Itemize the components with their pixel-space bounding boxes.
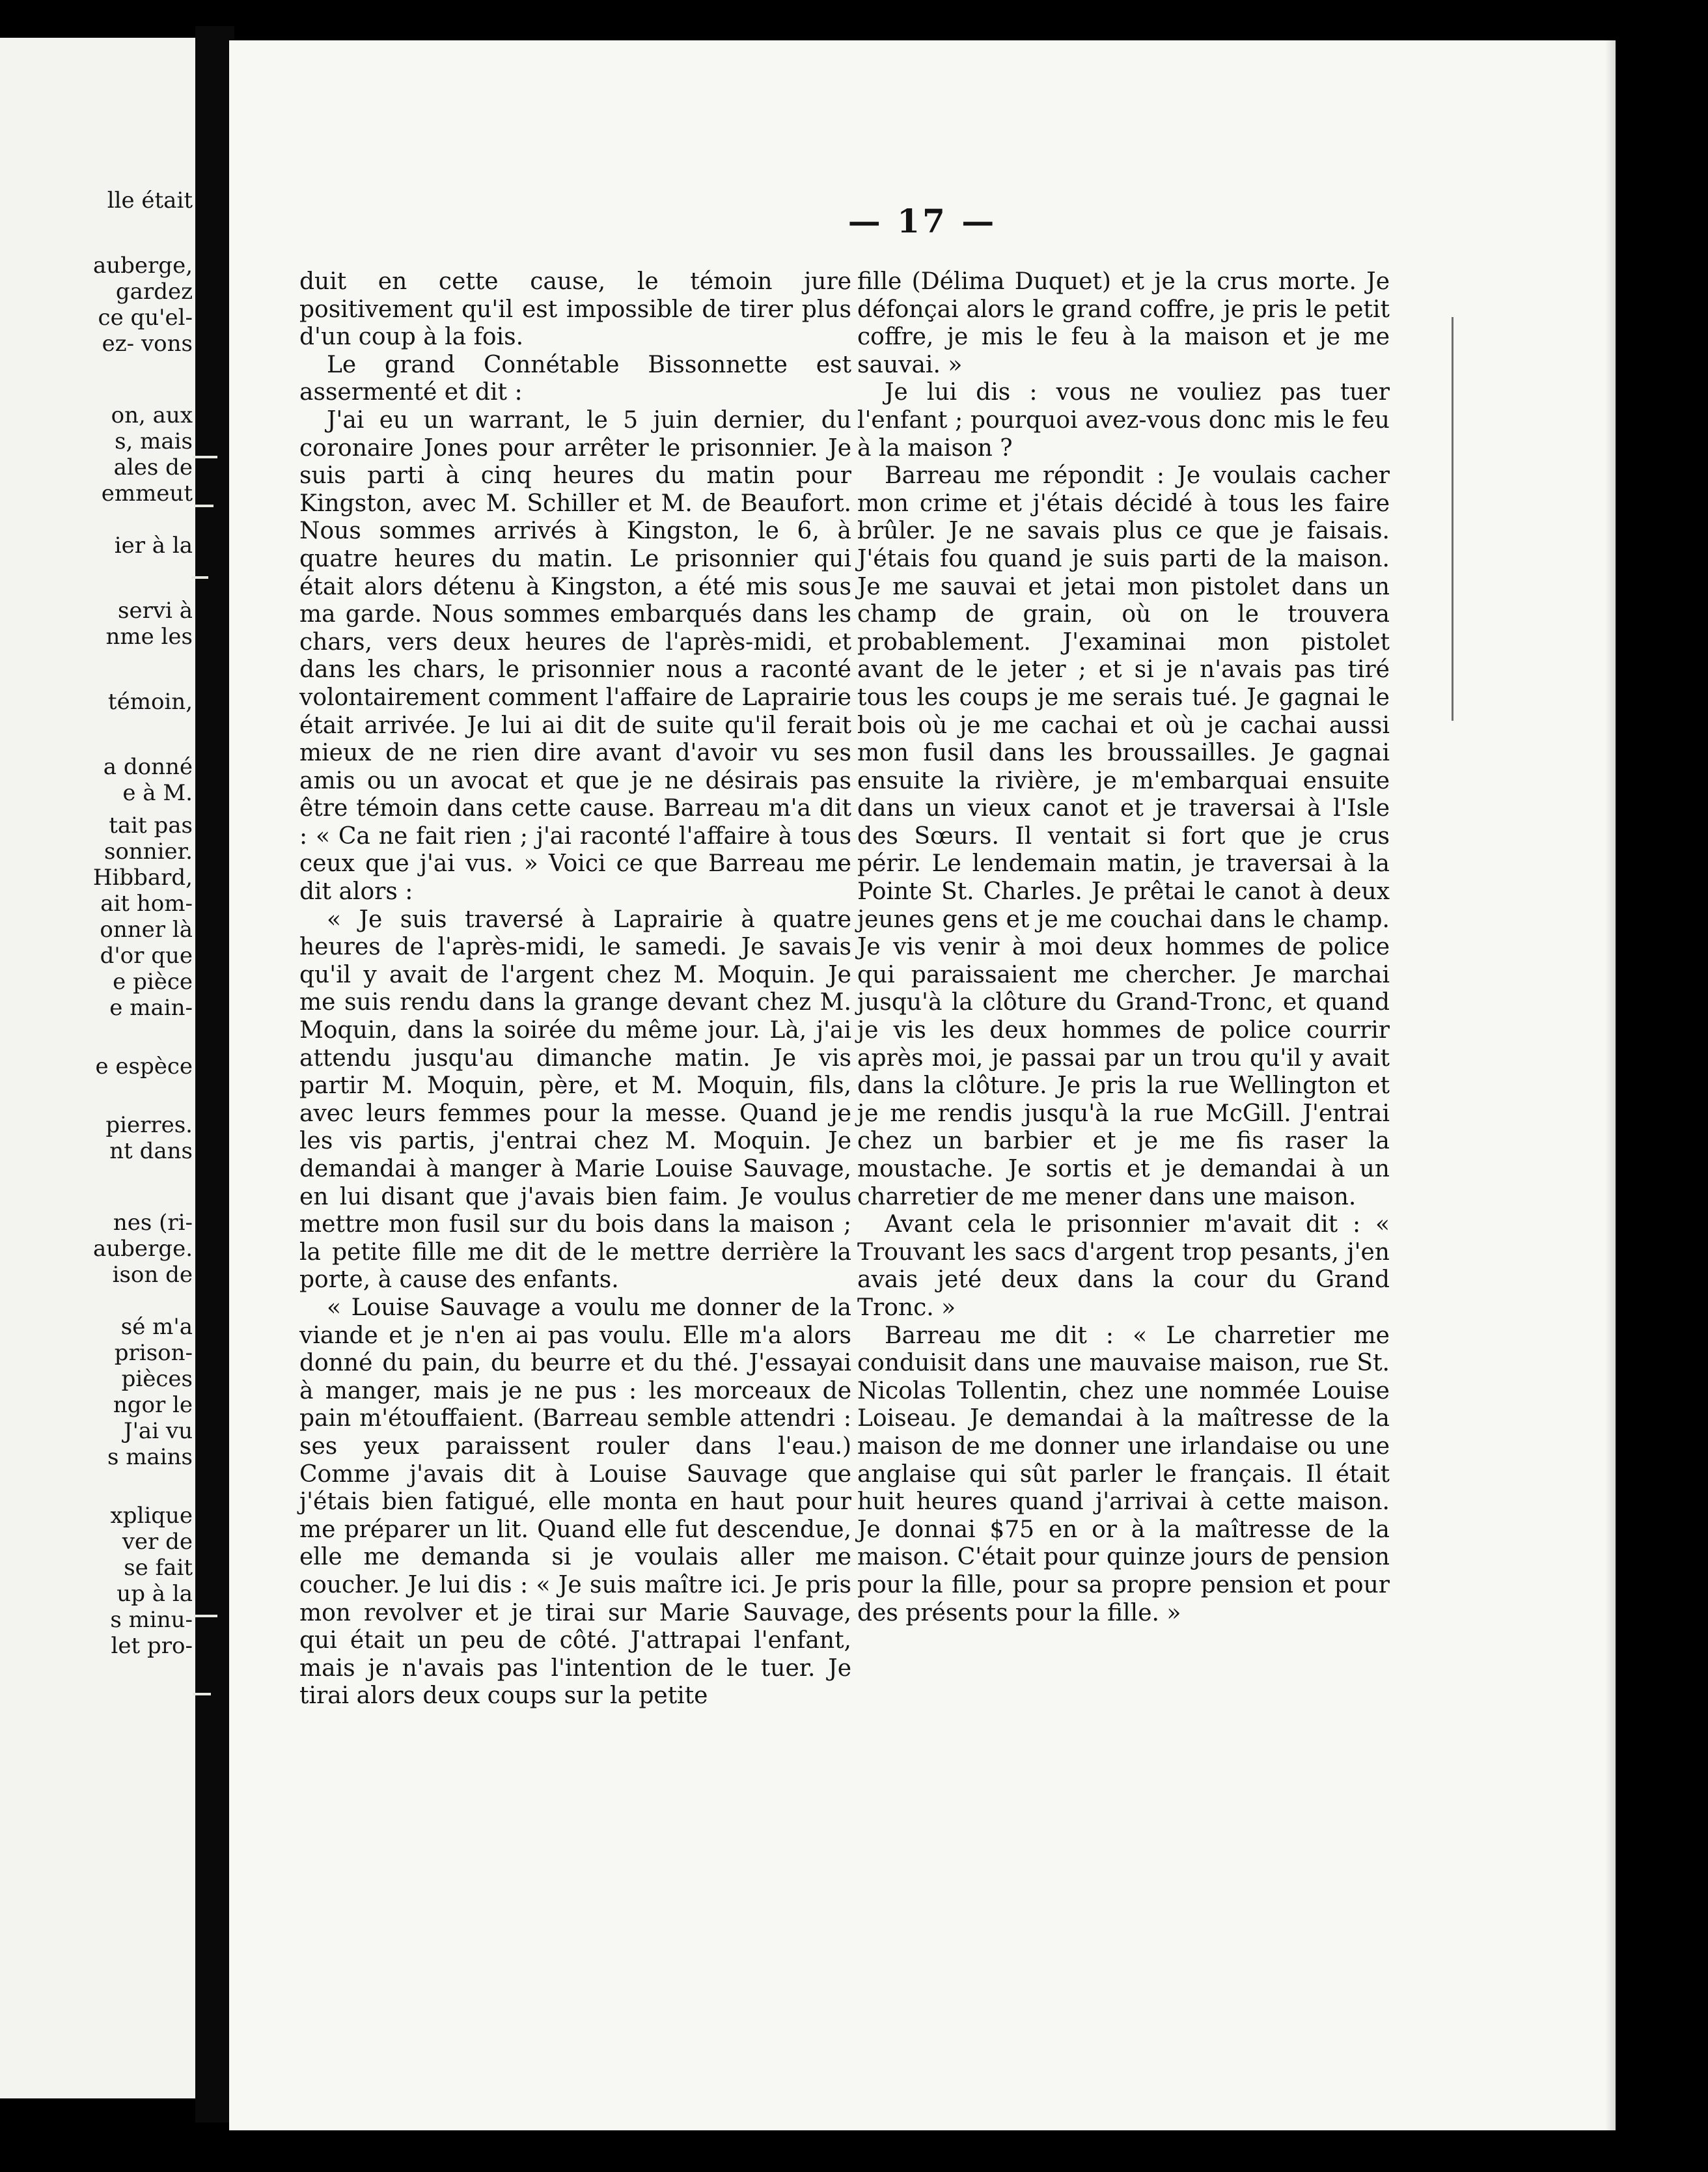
left-page-text-fragment: ngor le xyxy=(113,1392,193,1418)
left-page-text-fragment: d'or que xyxy=(100,943,193,969)
left-column xyxy=(299,268,851,1710)
left-page-text-fragment: témoin, xyxy=(107,689,193,715)
left-page-text-fragment: xplique xyxy=(110,1503,193,1529)
left-page-text-fragment: s mains xyxy=(107,1444,193,1470)
left-page-text-fragment: s, mais xyxy=(115,428,193,454)
paragraph: Je lui dis : vous ne vouliez pas tuer l'enfant ; pourquoi avez-vous donc mis le feu à la maison ? xyxy=(857,379,1390,462)
left-page-text-fragment: se fait xyxy=(124,1555,193,1581)
left-page-text-fragment: prison- xyxy=(114,1340,193,1366)
paragraph: J'ai eu un warrant, le 5 juin dernier, du coronaire Jones pour arrêter le prisonnier. Je suis parti à cinq heures du matin pour Kingston, avec M. Schiller et M. de Beaufort. Nous sommes arrivés à Kingston, le 6, à quatre heures du matin. Le prisonnier qui était alors détenu à Kingston, a été mis sous ma garde. Nous sommes embarqués dans les chars, vers deux heures de l'après-midi, et dans les chars, le prisonnier nous a raconté volontairement comment l'affaire de Laprairie était arrivée. Je lui ai dit de suite qu'il ferait mieux de ne rien dire avant d'avoir vu ses amis ou un avocat et que je ne désirais pas être témoin dans cette cause. Barreau m'a dit : « Ca ne fait rien ; j'ai raconté l'affaire à tous ceux que j'ai vus. » Voici ce que Barreau me dit alors : xyxy=(299,406,851,906)
left-page-text-fragment: ier à la xyxy=(114,533,193,559)
paragraph: fille (Délima Duquet) et je la crus morte. Je défonçai alors le grand coffre, je pris le petit coffre, je mis le feu à la maison et je me sauvai. » xyxy=(857,268,1390,378)
binding-thread xyxy=(193,456,217,458)
binding-thread xyxy=(194,1615,217,1617)
paragraph: duit en cette cause, le témoin jure positivement qu'il est impossible de tirer plus d'un coup à la fois. xyxy=(299,268,851,351)
left-page-text-fragment: e à M. xyxy=(122,780,193,806)
left-page-text-fragment: emmeut xyxy=(101,480,193,507)
left-page-text-fragment: nt dans xyxy=(109,1138,193,1164)
document-page xyxy=(229,40,1616,2130)
paragraph: Barreau me dit : « Le charretier me conduisit dans une mauvaise maison, rue St. Nicolas Tollentin, chez une nommée Louise Loiseau. Je demandai à la maîtresse de la maison de me donner une irlandaise ou une anglaise qui sût parler le français. Il était huit heures quand j'arrivai à cette maison. Je donnai $75 en or à la maîtresse de la maison. C'était pour quinze jours de pension pour la fille, pour sa propre pension et pour des présents pour la fille. » xyxy=(857,1322,1390,1626)
left-page-text-fragment: sé m'a xyxy=(120,1314,193,1340)
paragraph: Barreau me répondit : Je voulais cacher mon crime et j'étais décidé à tous les faire brûler. Je ne savais plus ce que je faisais. J'étais fou quand je suis parti de la maison. Je me sauvai et jetai mon pistolet dans un champ de grain, où on le trouvera probablement. J'examinai mon pistolet avant de le jeter ; et si je n'avais pas tiré tous les coups je me serais tué. Je gagnai le bois où je me cachai et où je cachai aussi mon fusil dans les broussailles. Je gagnai ensuite la rivière, je m'embarquai ensuite dans un vieux canot et je traversai à l'Isle des Sœurs. Il ventait si fort que je crus périr. Le lendemain matin, je traversai à la Pointe St. Charles. Je prêtai le canot à deux jeunes gens et je me couchai dans le champ. Je vis venir à moi deux hommes de police qui paraissaient me chercher. Je marchai jusqu'à la clôture du Grand-Tronc, et quand je vis les deux hommes de police courrir après moi, je passai par un trou qu'il y avait dans la clôture. Je pris la rue Wellington et je me rendis jusqu'à la rue McGill. J'entrai chez un barbier et je me fis raser la moustache. Je sortis et je demandai à un charretier de me mener dans une maison. xyxy=(857,462,1390,1210)
paragraph: Le grand Connétable Bissonnette est assermenté et dit : xyxy=(299,351,851,406)
binding-thread xyxy=(191,576,208,579)
left-page-text-fragment: lle était xyxy=(107,188,193,214)
left-page-text-fragment: s minu- xyxy=(110,1607,193,1633)
left-page-text-fragment: nme les xyxy=(105,624,193,650)
left-page-text-fragment: on, aux xyxy=(111,402,193,428)
left-page-text-fragment: ce qu'el- xyxy=(98,305,193,331)
left-page-text-fragment: ver de xyxy=(122,1529,193,1555)
paragraph: Avant cela le prisonnier m'avait dit : « Trouvant les sacs d'argent trop pesants, j'en avais jeté deux dans la cour du Grand Tronc. » xyxy=(857,1211,1390,1321)
margin-rule xyxy=(1452,317,1453,721)
page-number: — 17 — xyxy=(847,202,997,240)
left-page-text-fragment: gardez xyxy=(115,279,193,305)
left-page-text-fragment: servi à xyxy=(118,598,193,624)
left-page-text-fragment: J'ai vu xyxy=(123,1418,193,1444)
binding-thread xyxy=(193,1693,211,1695)
left-page-text-fragment: pièces xyxy=(121,1366,193,1392)
left-page-text-fragment: e main- xyxy=(109,995,193,1021)
left-page-text-fragment: ait hom- xyxy=(100,891,193,917)
left-page-text-fragment: ales de xyxy=(113,454,193,480)
left-page-text-fragment: a donné xyxy=(103,754,193,780)
left-page-text-fragment: ison de xyxy=(112,1262,193,1288)
paragraph: « Louise Sauvage a voulu me donner de la viande et je n'en ai pas voulu. Elle m'a alors donné du pain, du beurre et du thé. J'essayai à manger, mais je ne pus : les morceaux de pain m'étouffaient. (Barreau semble attendri : ses yeux paraissent rouler dans l'eau.) Comme j'avais dit à Louise Sauvage que j'étais bien fatigué, elle monta en haut pour me préparer un lit. Quand elle fut descendue, elle me demanda si je voulais aller me coucher. Je lui dis : « Je suis maître ici. Je pris mon revolver et je tirai sur Marie Sauvage, qui était un peu de côté. J'attrapai l'enfant, mais je n'avais pas l'intention de le tuer. Je tirai alors deux coups sur la petite xyxy=(299,1294,851,1710)
left-page-text-fragment: e pièce xyxy=(113,969,193,995)
binding-gutter xyxy=(195,26,234,2123)
left-page-text-fragment: ez- vons xyxy=(102,331,193,357)
paragraph: « Je suis traversé à Laprairie à quatre heures de l'après-midi, le samedi. Je savais qu'il y avait de l'argent chez M. Moquin. Je me suis rendu dans la grange devant chez M. Moquin, dans la soirée du même jour. Là, j'ai attendu jusqu'au dimanche matin. Je vis partir M. Moquin, père, et M. Moquin, fils, avec leurs femmes pour la messe. Quand je les vis partis, j'entrai chez M. Moquin. Je demandai à manger à Marie Louise Sauvage, en lui disant que j'avais bien faim. Je voulus mettre mon fusil sur du bois dans la maison ; la petite fille me dit de le mettre derrière la porte, à cause des enfants. xyxy=(299,906,851,1294)
left-page-strip xyxy=(0,38,207,2098)
left-page-text-fragment: pierres. xyxy=(105,1112,193,1138)
left-page-text-fragment: onner là xyxy=(100,917,193,943)
left-page-text-fragment: tait pas xyxy=(109,813,193,839)
left-page-text-fragment: up à la xyxy=(117,1581,193,1607)
binding-thread xyxy=(194,505,214,507)
left-page-text-fragment: auberge. xyxy=(93,1236,193,1262)
left-page-text-fragment: auberge, xyxy=(93,253,193,279)
right-column xyxy=(857,268,1390,1627)
left-page-text-fragment: let pro- xyxy=(111,1633,193,1659)
left-page-text-fragment: sonnier. xyxy=(103,839,193,865)
left-page-text-fragment: e espèce xyxy=(95,1053,193,1079)
page-edge xyxy=(1605,40,1616,2130)
left-page-text-fragment: Hibbard, xyxy=(92,865,193,891)
left-page-text-fragment: nes (ri- xyxy=(113,1210,193,1236)
